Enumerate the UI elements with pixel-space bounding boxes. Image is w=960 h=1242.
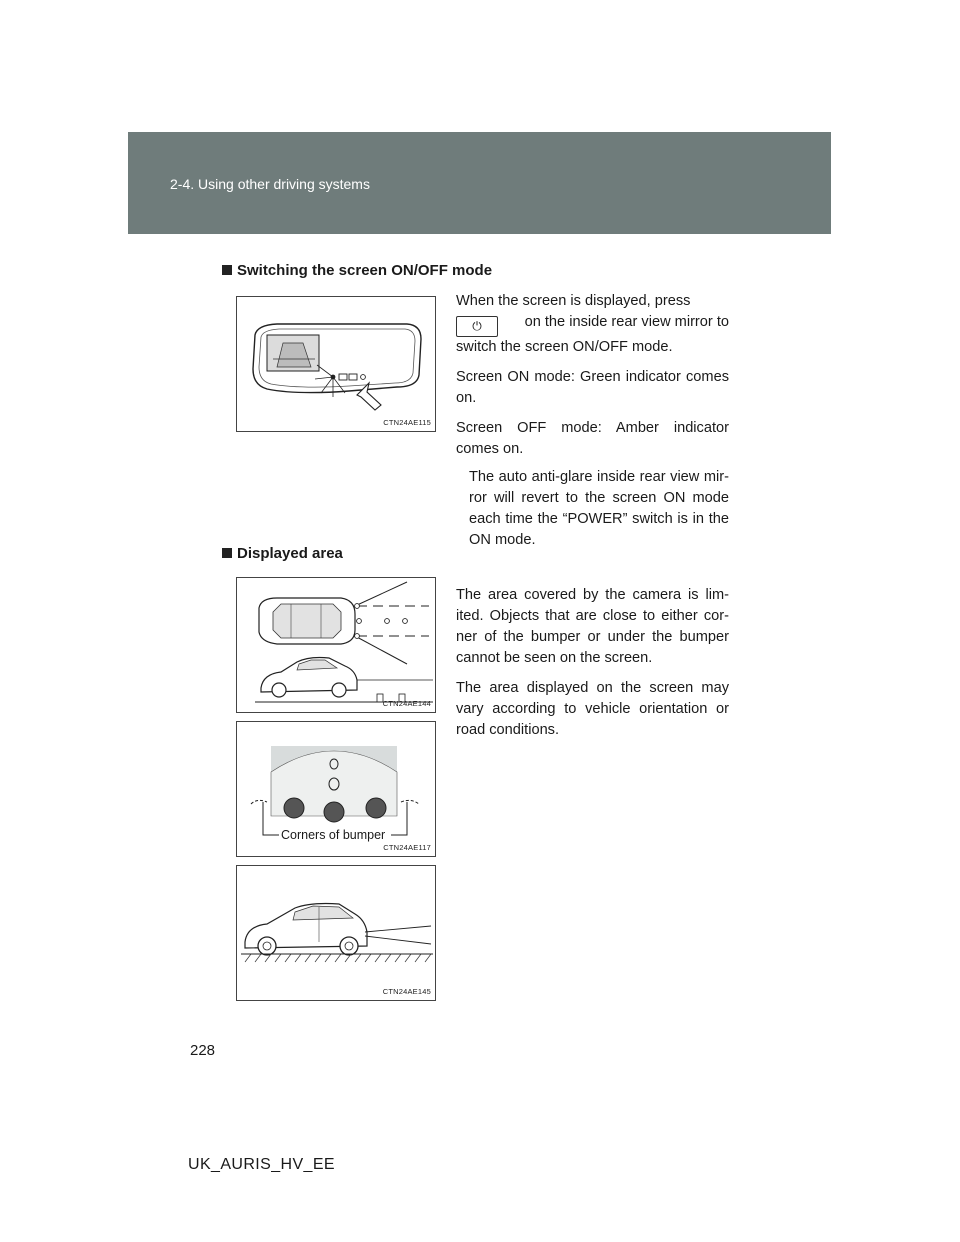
figure-displayed-area-top [236, 577, 436, 713]
chapter-header [128, 132, 831, 234]
figure-side-view [236, 865, 436, 1001]
paragraph-press-button [456, 291, 729, 358]
section-heading-text: Displayed area [237, 545, 343, 562]
text-press: When the screen is displayed, press [456, 293, 691, 309]
car-side-view-illustration [237, 866, 435, 1000]
car-top-view-illustration [237, 578, 435, 712]
paragraph-screen-on: Screen ON mode: Green indicator comes on. [456, 369, 729, 406]
text-switch: switch the screen ON/OFF mode. [456, 339, 673, 355]
figure-code: CTN24AE115 [383, 418, 431, 427]
paragraph-area-limited: The area covered by the camera is lim-ited. Objects that are close to either cor-ner of the bumper or under the bumper cannot be seen on the screen. [456, 587, 729, 666]
text-on-inside: on the inside rear view mirror to [524, 314, 729, 330]
figure-corners-of-bumper [236, 721, 436, 857]
figure-code: CTN24AE117 [383, 843, 431, 852]
corners-of-bumper-label: Corners of bumper [281, 828, 386, 842]
page-number: 228 [190, 1042, 216, 1059]
section1-text [456, 291, 729, 560]
section-heading-text: Switching the screen ON/OFF mode [237, 262, 493, 279]
bullet-square-icon [222, 265, 232, 275]
figure-code: CTN24AE145 [382, 987, 431, 996]
bullet-square-icon [222, 548, 232, 558]
section-heading-screen-mode [222, 262, 492, 279]
paragraph-screen-off: Screen OFF mode: Amber indicator comes on. [456, 420, 729, 457]
paragraph-area-vary: The area displayed on the screen may vary according to vehicle orientation or road conditions. [456, 680, 729, 738]
section2-text [456, 585, 729, 750]
figure-code: CTN24AE144 [382, 699, 431, 708]
section-heading-displayed-area [222, 545, 343, 562]
document-code: UK_AURIS_HV_EE [188, 1156, 335, 1173]
mirror-illustration [237, 297, 435, 431]
figure-rear-view-mirror [236, 296, 436, 432]
power-button-icon: ⏻ [456, 316, 498, 337]
paragraph-note: The auto anti-glare inside rear view mir-ror will revert to the screen ON mode each time the “POWER” switch is in the ON mode. [469, 469, 729, 548]
chapter-title: 2-4. Using other driving systems [170, 176, 370, 192]
